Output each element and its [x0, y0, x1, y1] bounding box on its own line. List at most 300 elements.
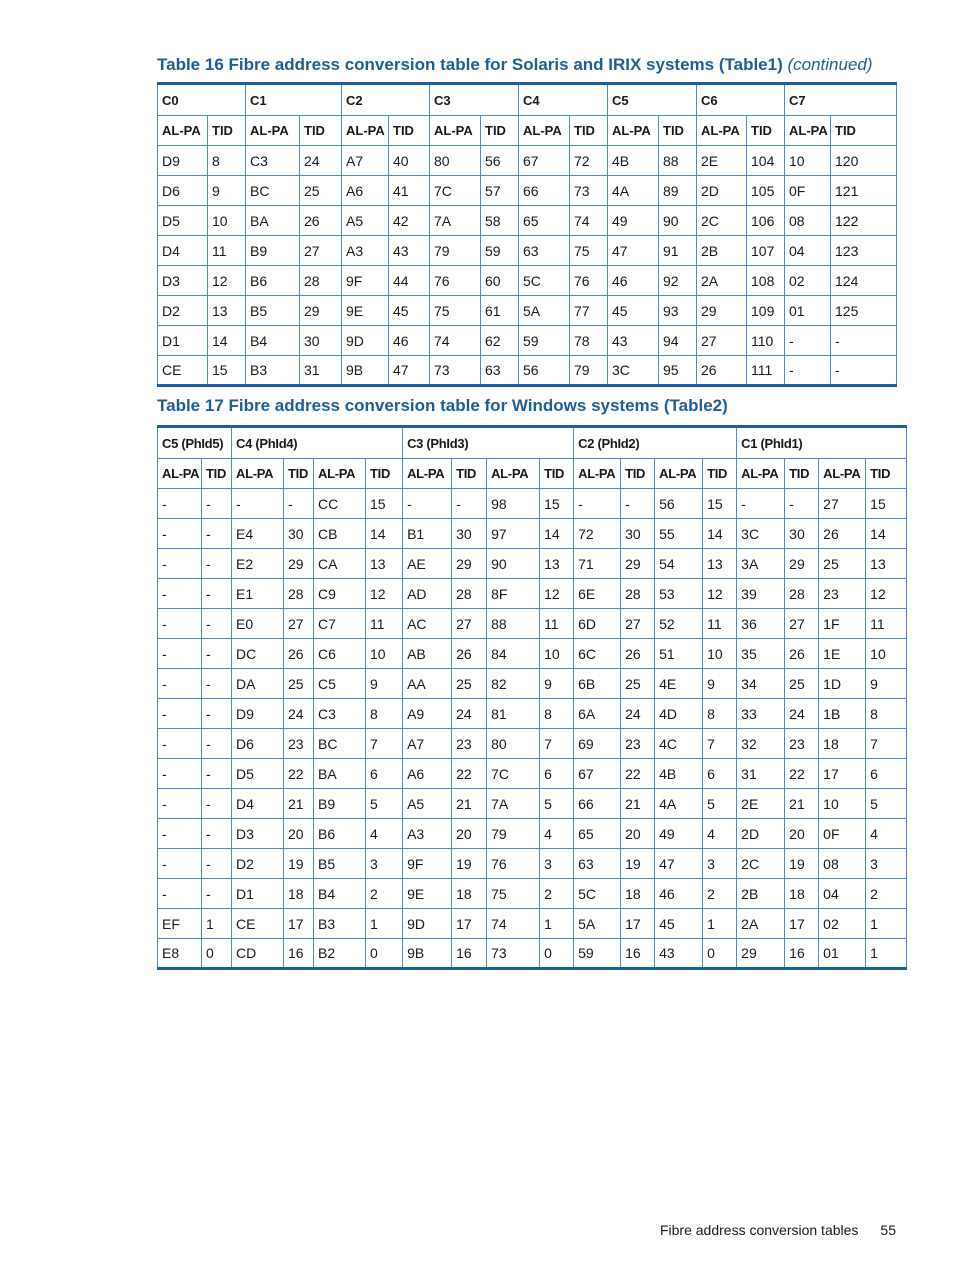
table-cell: - [202, 819, 232, 849]
table-cell: 29 [621, 549, 655, 579]
table17-column-header: AL-PA [574, 459, 621, 489]
table-cell: 55 [655, 519, 703, 549]
table-cell: 110 [747, 326, 785, 356]
table-cell: - [785, 326, 831, 356]
table-cell: 30 [452, 519, 487, 549]
table-cell: 01 [785, 296, 831, 326]
table-cell: 20 [785, 819, 819, 849]
table-cell: 2E [697, 146, 747, 176]
table-cell: 122 [831, 206, 897, 236]
table-cell: 26 [284, 639, 314, 669]
table17-column-header: AL-PA [655, 459, 703, 489]
table-cell: 23 [819, 579, 866, 609]
table-cell: 84 [487, 639, 540, 669]
table-row [158, 639, 907, 669]
table-cell: 74 [570, 206, 608, 236]
table-cell: 81 [487, 699, 540, 729]
table-cell: 36 [737, 609, 785, 639]
table-cell: 3 [366, 849, 403, 879]
table-cell: 6 [366, 759, 403, 789]
table-cell: 94 [659, 326, 697, 356]
table-cell: 10 [819, 789, 866, 819]
table-cell: B6 [314, 819, 366, 849]
table-row [158, 849, 907, 879]
table-cell: 75 [570, 236, 608, 266]
table16-group-header: C4 [519, 84, 608, 116]
table-cell: 30 [621, 519, 655, 549]
table-cell: 111 [747, 356, 785, 386]
table-cell: - [158, 639, 202, 669]
table-cell: D4 [232, 789, 284, 819]
table-cell: 73 [430, 356, 481, 386]
table-cell: 24 [284, 699, 314, 729]
table-cell: 6 [866, 759, 907, 789]
table-cell: 4B [655, 759, 703, 789]
table-cell: - [202, 579, 232, 609]
table-cell: AE [403, 549, 452, 579]
table-cell: - [158, 819, 202, 849]
table-cell: 19 [452, 849, 487, 879]
table-cell: B9 [246, 236, 300, 266]
table-cell: 80 [430, 146, 481, 176]
table-row [158, 759, 907, 789]
table-cell: 79 [430, 236, 481, 266]
table-cell: 22 [452, 759, 487, 789]
table-cell: - [158, 489, 202, 519]
table-cell: 76 [430, 266, 481, 296]
table17-column-header: AL-PA [232, 459, 284, 489]
table-cell: 21 [621, 789, 655, 819]
table-cell: 9B [342, 356, 389, 386]
table-cell: C3 [314, 699, 366, 729]
table-cell: 2 [866, 879, 907, 909]
table-cell: 76 [487, 849, 540, 879]
table16-column-header: AL-PA [519, 116, 570, 146]
table17-column-header: AL-PA [737, 459, 785, 489]
table-cell: CE [232, 909, 284, 939]
table-cell: 11 [366, 609, 403, 639]
table-cell: 1 [366, 909, 403, 939]
table-cell: 62 [481, 326, 519, 356]
table-cell: 0F [819, 819, 866, 849]
table-cell: - [158, 789, 202, 819]
table-cell: - [202, 849, 232, 879]
table-cell: 13 [540, 549, 574, 579]
table-cell: 56 [481, 146, 519, 176]
table-cell: 15 [366, 489, 403, 519]
table-cell: C5 [314, 669, 366, 699]
table-cell: 4D [655, 699, 703, 729]
table-cell: 2A [737, 909, 785, 939]
table-cell: 13 [366, 549, 403, 579]
table-cell: 10 [208, 206, 246, 236]
table17-group-header: C3 (PhId3) [403, 427, 574, 459]
table-row [158, 266, 897, 296]
table-cell: 71 [574, 549, 621, 579]
table17-column-header: TID [284, 459, 314, 489]
table-cell: 9D [403, 909, 452, 939]
table-cell: - [202, 639, 232, 669]
table-cell: 19 [621, 849, 655, 879]
table-cell: 8 [866, 699, 907, 729]
table-cell: 106 [747, 206, 785, 236]
table-cell: 13 [208, 296, 246, 326]
table-cell: B5 [314, 849, 366, 879]
table16-column-header: TID [300, 116, 342, 146]
table17-group-header: C5 (PhId5) [158, 427, 232, 459]
table-cell: 27 [697, 326, 747, 356]
table-cell: D3 [158, 266, 208, 296]
table-cell: A3 [342, 236, 389, 266]
table-cell: 3 [866, 849, 907, 879]
table-cell: 109 [747, 296, 785, 326]
table-cell: C7 [314, 609, 366, 639]
table-cell: 9B [403, 939, 452, 969]
table-cell: 1 [866, 909, 907, 939]
table-cell: 91 [659, 236, 697, 266]
table-cell: - [831, 326, 897, 356]
table-cell: 26 [621, 639, 655, 669]
table16-column-header: TID [831, 116, 897, 146]
table-cell: C6 [314, 639, 366, 669]
page-number: 55 [880, 1222, 896, 1238]
table16-column-header: TID [208, 116, 246, 146]
table16-column-header: TID [570, 116, 608, 146]
table-cell: B3 [246, 356, 300, 386]
table16-group-header: C2 [342, 84, 430, 116]
table-cell: 6 [703, 759, 737, 789]
table-cell: - [202, 549, 232, 579]
table-cell: 9E [342, 296, 389, 326]
table-row [158, 519, 907, 549]
table-cell: A5 [342, 206, 389, 236]
footer-section-title: Fibre address conversion tables [659, 1222, 859, 1238]
table-cell: 2B [737, 879, 785, 909]
table-cell: 29 [697, 296, 747, 326]
table-cell: CC [314, 489, 366, 519]
table-cell: 49 [608, 206, 659, 236]
table16-caption [157, 55, 873, 75]
table-cell: - [574, 489, 621, 519]
table-cell: 6E [574, 579, 621, 609]
table-cell: 66 [574, 789, 621, 819]
table-cell: 7C [430, 176, 481, 206]
table-cell: 27 [284, 609, 314, 639]
table-cell: 22 [621, 759, 655, 789]
table-cell: 2 [703, 879, 737, 909]
table17-column-header: TID [785, 459, 819, 489]
table-cell: 7 [703, 729, 737, 759]
table17-column-header: AL-PA [819, 459, 866, 489]
table-cell: 2 [366, 879, 403, 909]
table-cell: EF [158, 909, 202, 939]
table16-column-header: AL-PA [785, 116, 831, 146]
table16-column-header: AL-PA [697, 116, 747, 146]
table17-column-header: TID [366, 459, 403, 489]
table16-group-header-row [158, 84, 897, 116]
table-cell: 4 [866, 819, 907, 849]
table-cell: 1 [202, 909, 232, 939]
table-cell: 25 [284, 669, 314, 699]
table-cell: 121 [831, 176, 897, 206]
table-cell: CA [314, 549, 366, 579]
table-cell: 5 [540, 789, 574, 819]
table-cell: 72 [570, 146, 608, 176]
table-cell: CE [158, 356, 208, 386]
table-cell: 5C [574, 879, 621, 909]
table-cell: CB [314, 519, 366, 549]
table-cell: D2 [232, 849, 284, 879]
table-cell: 12 [208, 266, 246, 296]
table-cell: 9 [703, 669, 737, 699]
table-cell: 2D [737, 819, 785, 849]
table16 [157, 82, 897, 387]
table-cell: 17 [819, 759, 866, 789]
table-cell: 4A [608, 176, 659, 206]
table-cell: 1B [819, 699, 866, 729]
table-cell: 4B [608, 146, 659, 176]
table17-column-header: TID [621, 459, 655, 489]
table-row [158, 236, 897, 266]
table-cell: 08 [785, 206, 831, 236]
table-cell: 80 [487, 729, 540, 759]
table-cell: B2 [314, 939, 366, 969]
table-cell: BA [314, 759, 366, 789]
table16-group-header: C6 [697, 84, 785, 116]
table-cell: B6 [246, 266, 300, 296]
table-cell: 15 [208, 356, 246, 386]
table-cell: 53 [655, 579, 703, 609]
table-row [158, 789, 907, 819]
table-cell: 6 [540, 759, 574, 789]
table-cell: D5 [158, 206, 208, 236]
table-cell: B4 [246, 326, 300, 356]
table-cell: 78 [570, 326, 608, 356]
table-cell: 20 [452, 819, 487, 849]
table-cell: 4 [366, 819, 403, 849]
table-cell: C3 [246, 146, 300, 176]
table-cell: 4 [703, 819, 737, 849]
table-cell: D2 [158, 296, 208, 326]
table-cell: - [737, 489, 785, 519]
table-cell: 14 [208, 326, 246, 356]
table-cell: D9 [158, 146, 208, 176]
table-cell: 17 [284, 909, 314, 939]
table-cell: 97 [487, 519, 540, 549]
table-cell: 12 [866, 579, 907, 609]
table16-column-header: TID [389, 116, 430, 146]
table-cell: 12 [366, 579, 403, 609]
table-cell: 22 [284, 759, 314, 789]
table-row [158, 489, 907, 519]
table-row [158, 176, 897, 206]
table-cell: D1 [232, 879, 284, 909]
table-cell: 28 [300, 266, 342, 296]
table-cell: 27 [621, 609, 655, 639]
table-cell: 6D [574, 609, 621, 639]
table16-column-header: TID [747, 116, 785, 146]
table-cell: 24 [621, 699, 655, 729]
table-cell: 2C [737, 849, 785, 879]
table-cell: AB [403, 639, 452, 669]
table-cell: A6 [342, 176, 389, 206]
table-cell: 60 [481, 266, 519, 296]
table-cell: D6 [158, 176, 208, 206]
table-cell: 0 [366, 939, 403, 969]
table-cell: 11 [540, 609, 574, 639]
table-cell: 19 [284, 849, 314, 879]
table-cell: 28 [284, 579, 314, 609]
table-cell: 95 [659, 356, 697, 386]
table-cell: - [202, 729, 232, 759]
page-footer [660, 1222, 896, 1238]
table16-column-header: AL-PA [158, 116, 208, 146]
table-cell: - [284, 489, 314, 519]
table-cell: 75 [487, 879, 540, 909]
table-cell: 39 [737, 579, 785, 609]
table-cell: - [202, 609, 232, 639]
table-row [158, 206, 897, 236]
table-cell: 59 [481, 236, 519, 266]
table-cell: 2C [697, 206, 747, 236]
table-cell: 27 [300, 236, 342, 266]
table-cell: DA [232, 669, 284, 699]
table-cell: 25 [621, 669, 655, 699]
table-cell: 7A [487, 789, 540, 819]
table-cell: 32 [737, 729, 785, 759]
table-cell: 2 [540, 879, 574, 909]
table-cell: 125 [831, 296, 897, 326]
table-cell: 04 [819, 879, 866, 909]
table-cell: 107 [747, 236, 785, 266]
table-cell: 10 [366, 639, 403, 669]
table-cell: 8 [208, 146, 246, 176]
table-cell: E8 [158, 939, 202, 969]
table-cell: E2 [232, 549, 284, 579]
table-row [158, 699, 907, 729]
table16-column-header: AL-PA [246, 116, 300, 146]
table-cell: 3 [540, 849, 574, 879]
table-row [158, 549, 907, 579]
table-cell: 45 [608, 296, 659, 326]
table-cell: 59 [574, 939, 621, 969]
table-cell: BA [246, 206, 300, 236]
table-cell: 1 [866, 939, 907, 969]
table-cell: 21 [785, 789, 819, 819]
table-cell: 28 [621, 579, 655, 609]
table-row [158, 909, 907, 939]
table-cell: CD [232, 939, 284, 969]
table-cell: A7 [403, 729, 452, 759]
table-cell: 8 [540, 699, 574, 729]
table16-continued-label: (continued) [787, 55, 873, 74]
table-cell: 27 [452, 609, 487, 639]
table-cell: 9 [866, 669, 907, 699]
table-cell: 13 [866, 549, 907, 579]
table16-column-header: AL-PA [342, 116, 389, 146]
table-cell: 17 [621, 909, 655, 939]
table-cell: 9 [366, 669, 403, 699]
table-cell: 43 [655, 939, 703, 969]
table-cell: A3 [403, 819, 452, 849]
table-cell: - [158, 729, 202, 759]
table-cell: 7 [540, 729, 574, 759]
table-cell: 4C [655, 729, 703, 759]
table-cell: 2E [737, 789, 785, 819]
table-cell: 29 [284, 549, 314, 579]
table-cell: 14 [540, 519, 574, 549]
table-cell: 66 [519, 176, 570, 206]
table-cell: 3C [608, 356, 659, 386]
table-cell: 18 [452, 879, 487, 909]
table-cell: 02 [785, 266, 831, 296]
table-cell: 28 [452, 579, 487, 609]
table-cell: 3C [737, 519, 785, 549]
table-cell: 6B [574, 669, 621, 699]
table-cell: 7 [366, 729, 403, 759]
table-cell: 2A [697, 266, 747, 296]
table-cell: 3A [737, 549, 785, 579]
table-cell: 0 [540, 939, 574, 969]
table-cell: 10 [785, 146, 831, 176]
table-cell: E4 [232, 519, 284, 549]
table-cell: 08 [819, 849, 866, 879]
table-cell: - [158, 699, 202, 729]
table-cell: 25 [300, 176, 342, 206]
table16-column-header: TID [481, 116, 519, 146]
table-cell: 59 [519, 326, 570, 356]
table-cell: 24 [785, 699, 819, 729]
table-cell: 45 [389, 296, 430, 326]
table-cell: E0 [232, 609, 284, 639]
table-cell: 67 [574, 759, 621, 789]
table-cell: 108 [747, 266, 785, 296]
table17-column-header: TID [540, 459, 574, 489]
table-cell: A5 [403, 789, 452, 819]
table-cell: 63 [574, 849, 621, 879]
table-cell: 9D [342, 326, 389, 356]
table-cell: 1D [819, 669, 866, 699]
table17-caption: Table 17 Fibre address conversion table for Windows systems (Table2) [157, 396, 728, 415]
table-row [158, 879, 907, 909]
table-cell: 46 [608, 266, 659, 296]
table-cell: 105 [747, 176, 785, 206]
table-cell: 61 [481, 296, 519, 326]
table-cell: 19 [785, 849, 819, 879]
table-cell: - [158, 849, 202, 879]
table-cell: 47 [389, 356, 430, 386]
table-cell: 88 [659, 146, 697, 176]
table-cell: 82 [487, 669, 540, 699]
table-row [158, 296, 897, 326]
table16-column-header: TID [659, 116, 697, 146]
table-cell: D1 [158, 326, 208, 356]
table-cell: BC [246, 176, 300, 206]
table-cell: - [158, 519, 202, 549]
table-row [158, 939, 907, 969]
table-cell: 76 [570, 266, 608, 296]
table-cell: - [202, 699, 232, 729]
table-cell: 72 [574, 519, 621, 549]
table-cell: 56 [519, 356, 570, 386]
table-cell: - [202, 669, 232, 699]
table17-group-header: C4 (PhId4) [232, 427, 403, 459]
table-cell: 67 [519, 146, 570, 176]
table-cell: 16 [785, 939, 819, 969]
table-cell: 29 [785, 549, 819, 579]
table-cell: 92 [659, 266, 697, 296]
table-cell: - [785, 489, 819, 519]
